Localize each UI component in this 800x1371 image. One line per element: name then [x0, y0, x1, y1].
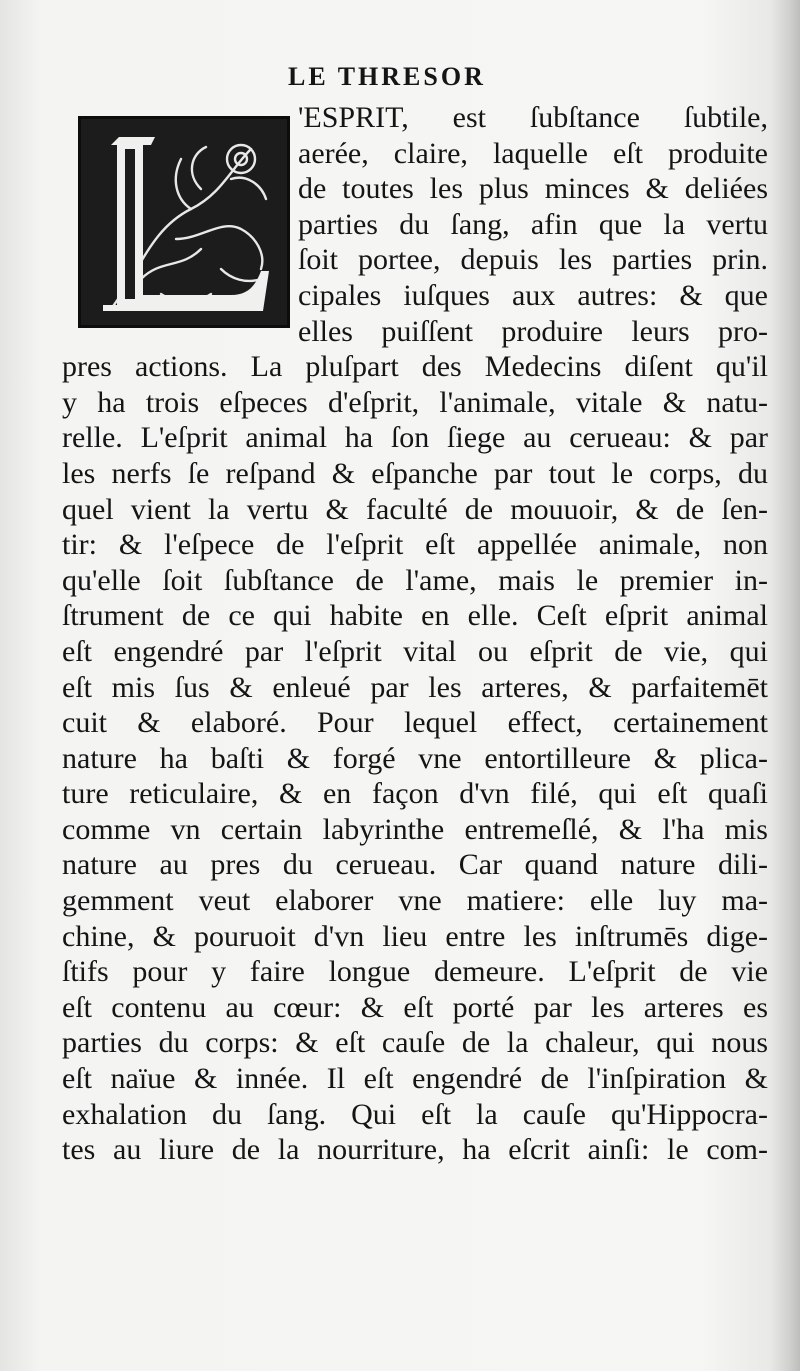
text-line: eſt engendré par l'eſprit vital ou eſprit de vie, qui	[62, 634, 768, 668]
text-line: ſoit portee, depuis les parties prin.	[298, 243, 768, 277]
text-line: ture reticulaire, & en façon d'vn filé, qui eſt quaſi	[62, 777, 768, 811]
text-line: 'ESPRIT, est ſubſtance ſubtile,	[298, 101, 768, 134]
body-text	[62, 100, 768, 1168]
running-head: LE THRESOR	[288, 62, 486, 91]
text-line: eſt naïue & innée. Il eſt engendré de l'inſpiration &	[62, 1062, 768, 1096]
text-line: cipales iuſques aux autres: & que	[298, 278, 768, 312]
text-line: quel vient la vertu & faculté de mouuoir, & de ſen-	[62, 492, 768, 526]
text-line: relle. L'eſprit animal ha ſon ſiege au cerueau: & par	[62, 421, 768, 455]
text-line: cuit & elaboré. Pour lequel effect, certainement	[62, 706, 768, 740]
text-line: gemment veut elaborer vne matiere: elle luy ma-	[62, 884, 768, 918]
text-line: exhalation du ſang. Qui eſt la cauſe qu'Hippocra-	[62, 1097, 768, 1131]
text-line: eſt contenu au cœur: & eſt porté par les arteres es	[62, 990, 768, 1024]
text-line: parties du ſang, afin que la vertu	[298, 207, 768, 241]
text-line: ſtrument de ce qui habite en elle. Ceſt eſprit animal	[62, 599, 768, 633]
text-line: qu'elle ſoit ſubſtance de l'ame, mais le premier in-	[62, 563, 768, 597]
text-line: comme vn certain labyrinthe entremeſlé, & l'ha mis	[62, 812, 768, 846]
text-line: aerée, claire, laquelle eſt produite	[298, 136, 768, 170]
text-line: elles puiſſent produire leurs pro-	[298, 314, 768, 348]
text-line: chine, & pouruoit d'vn lieu entre les inſtrumēs dige-	[62, 919, 768, 953]
text-line: tes au liure de la nourriture, ha eſcrit ainſi: le com-	[62, 1133, 768, 1167]
text-line: parties du corps: & eſt cauſe de la chaleur, qui nous	[62, 1026, 768, 1060]
text-line: eſt mis ſus & enleué par les arteres, & parfaitemēt	[62, 670, 768, 704]
text-line: ſtifs pour y faire longue demeure. L'eſprit de vie	[62, 955, 768, 989]
text-line: pres actions. La pluſpart des Medecins diſent qu'il	[62, 350, 768, 384]
text-line: y ha trois eſpeces d'eſprit, l'animale, vitale & natu-	[62, 385, 768, 419]
text-line: nature au pres du cerueau. Car quand nature dili-	[62, 848, 768, 882]
text-line: les nerfs ſe reſpand & eſpanche par tout le corps, du	[62, 456, 768, 490]
text-line: nature ha baſti & forgé vne entortilleure & plica-	[62, 741, 768, 775]
text-line: tir: & l'eſpece de l'eſprit eſt appellée animale, non	[62, 528, 768, 562]
text-line: de toutes les plus minces & deliées	[298, 172, 768, 206]
